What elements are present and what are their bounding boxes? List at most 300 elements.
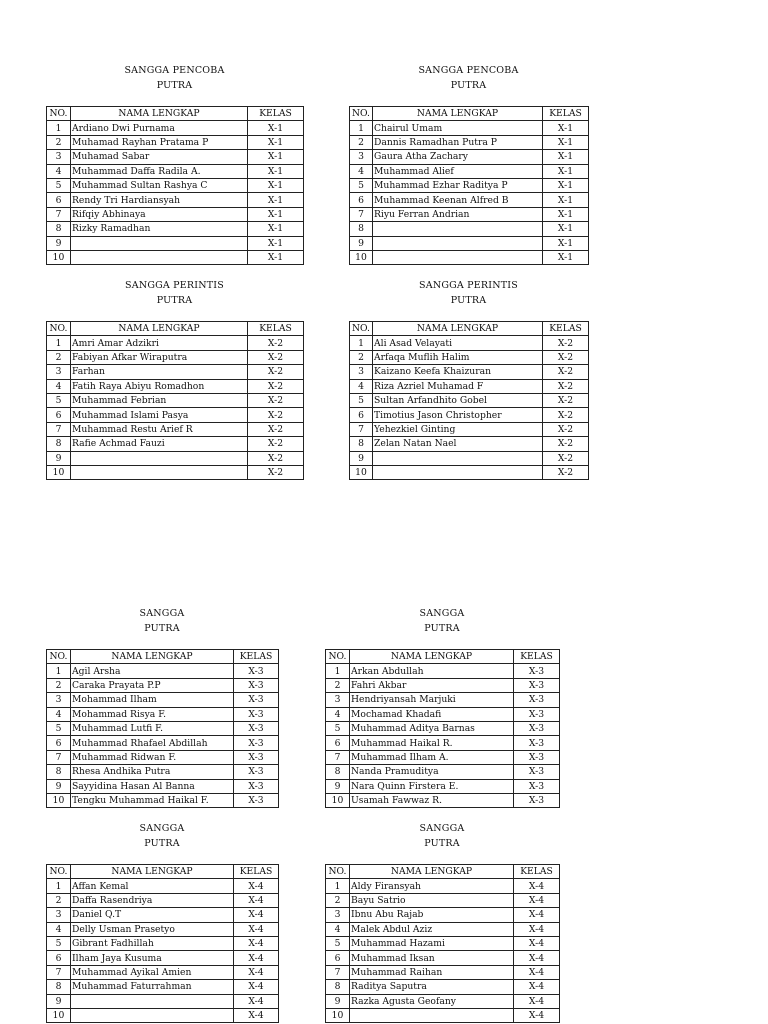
student-name: Tengku Muhammad Haikal F. (71, 793, 234, 807)
table-row (47, 664, 279, 678)
class-code: X-4 (234, 994, 279, 1008)
class-code: X-4 (234, 965, 279, 979)
student-name (71, 250, 248, 264)
row-number: 7 (47, 422, 71, 436)
table-row (326, 879, 560, 893)
column-header-kelas: KELAS (543, 107, 589, 121)
class-code: X-2 (248, 437, 304, 451)
table-row (47, 893, 279, 907)
class-code: X-1 (543, 250, 589, 264)
class-code: X-2 (543, 408, 589, 422)
roster-subtitle: PUTRA (156, 295, 193, 306)
class-code: X-1 (543, 207, 589, 221)
roster-heading (349, 63, 588, 93)
table-header-row (350, 322, 589, 336)
student-name: Amri Amar Adzikri (71, 336, 248, 350)
roster-block-pencoba-right (349, 63, 589, 265)
row-number: 3 (326, 693, 350, 707)
row-number: 4 (47, 379, 71, 393)
class-code: X-1 (248, 236, 304, 250)
row-number: 7 (47, 207, 71, 221)
table-row (47, 408, 304, 422)
student-name: Hendriyansah Marjuki (350, 693, 514, 707)
row-number: 8 (47, 980, 71, 994)
class-code: X-2 (248, 336, 304, 350)
row-number: 6 (47, 951, 71, 965)
student-name: Aldy Firansyah (350, 879, 514, 893)
row-number: 9 (326, 779, 350, 793)
column-header-kelas: KELAS (514, 650, 560, 664)
row-number: 3 (47, 150, 71, 164)
table-row (47, 936, 279, 950)
table-header-row (350, 107, 589, 121)
student-name: Muhammad Hazami (350, 936, 514, 950)
class-code: X-3 (234, 779, 279, 793)
column-header-nama-lengkap: NAMA LENGKAP (71, 322, 248, 336)
student-name: Riyu Ferran Andrian (373, 207, 543, 221)
table-row (47, 736, 279, 750)
class-code: X-4 (514, 879, 560, 893)
student-name (373, 236, 543, 250)
roster-subtitle: PUTRA (424, 838, 460, 849)
class-code: X-4 (514, 908, 560, 922)
class-code: X-1 (248, 193, 304, 207)
student-name: Sultan Arfandhito Gobel (373, 393, 543, 407)
row-number: 8 (350, 222, 373, 236)
student-name: Muhammad Daffa Radila A. (71, 164, 248, 178)
student-name: Gaura Atha Zachary (373, 150, 543, 164)
row-number: 4 (47, 164, 71, 178)
column-header-no: NO. (326, 865, 350, 879)
row-number: 4 (47, 922, 71, 936)
roster-subtitle: PUTRA (450, 80, 487, 91)
student-name: Mohammad Ilham (71, 693, 234, 707)
table-row (47, 164, 304, 178)
column-header-kelas: KELAS (234, 865, 279, 879)
class-code: X-3 (234, 765, 279, 779)
table-row (350, 236, 589, 250)
row-number: 8 (47, 765, 71, 779)
row-number: 2 (47, 893, 71, 907)
class-code: X-2 (248, 379, 304, 393)
table-row (350, 451, 589, 465)
table-row (350, 393, 589, 407)
table-row (47, 693, 279, 707)
roster-heading (46, 606, 278, 636)
class-code: X-3 (234, 721, 279, 735)
student-name: Muhammad Haikal R. (350, 736, 514, 750)
row-number: 3 (47, 693, 71, 707)
table-row (47, 336, 304, 350)
table-row (326, 793, 560, 807)
student-name: Timotius Jason Christopher (373, 408, 543, 422)
student-name: Mochamad Khadafi (350, 707, 514, 721)
table-row (350, 193, 589, 207)
column-header-no: NO. (350, 322, 373, 336)
class-code: X-3 (514, 707, 560, 721)
student-name: Ibnu Abu Rajab (350, 908, 514, 922)
roster-block-perintis-right (349, 278, 589, 480)
table-row (47, 250, 304, 264)
roster-subtitle: PUTRA (450, 295, 487, 306)
column-header-nama-lengkap: NAMA LENGKAP (373, 322, 543, 336)
roster-title: SANGGA PERINTIS (419, 280, 518, 291)
row-number: 4 (350, 379, 373, 393)
column-header-kelas: KELAS (543, 322, 589, 336)
row-number: 10 (326, 793, 350, 807)
table-row (350, 121, 589, 135)
table-row (47, 422, 304, 436)
row-number: 6 (350, 408, 373, 422)
row-number: 5 (47, 721, 71, 735)
row-number: 2 (47, 135, 71, 149)
class-code: X-1 (248, 207, 304, 221)
row-number: 3 (350, 365, 373, 379)
class-code: X-2 (543, 365, 589, 379)
table-row (47, 1008, 279, 1022)
student-name: Fabiyan Afkar Wiraputra (71, 350, 248, 364)
class-code: X-3 (234, 793, 279, 807)
class-code: X-4 (514, 893, 560, 907)
student-name (373, 465, 543, 479)
student-name: Ilham Jaya Kusuma (71, 951, 234, 965)
student-name: Mohammad Risya F. (71, 707, 234, 721)
table-row (350, 250, 589, 264)
student-name (71, 236, 248, 250)
row-number: 1 (47, 664, 71, 678)
row-number: 6 (350, 193, 373, 207)
table-row (326, 936, 560, 950)
class-code: X-1 (248, 135, 304, 149)
student-name: Muhammad Febrian (71, 393, 248, 407)
row-number: 2 (326, 893, 350, 907)
class-code: X-3 (514, 693, 560, 707)
row-number: 7 (350, 207, 373, 221)
roster-block-pencoba-left (46, 63, 304, 265)
table-row (350, 135, 589, 149)
student-name: Muhammad Alief (373, 164, 543, 178)
row-number: 6 (326, 736, 350, 750)
roster-table (46, 106, 304, 265)
student-name: Usamah Fawwaz R. (350, 793, 514, 807)
column-header-no: NO. (47, 865, 71, 879)
class-code: X-4 (234, 908, 279, 922)
table-row (47, 178, 304, 192)
table-row (47, 150, 304, 164)
class-code: X-2 (543, 393, 589, 407)
class-code: X-3 (514, 736, 560, 750)
table-row (326, 736, 560, 750)
row-number: 7 (326, 750, 350, 764)
row-number: 5 (47, 178, 71, 192)
class-code: X-4 (514, 965, 560, 979)
table-row (47, 207, 304, 221)
column-header-kelas: KELAS (514, 865, 560, 879)
row-number: 1 (47, 336, 71, 350)
table-row (326, 721, 560, 735)
student-name: Gibrant Fadhillah (71, 936, 234, 950)
class-code: X-1 (543, 164, 589, 178)
row-number: 5 (350, 393, 373, 407)
row-number: 6 (47, 193, 71, 207)
row-number: 7 (350, 422, 373, 436)
roster-title: SANGGA PERINTIS (125, 280, 224, 291)
table-row (350, 150, 589, 164)
class-code: X-2 (248, 365, 304, 379)
table-row (326, 693, 560, 707)
table-header-row (47, 107, 304, 121)
class-code: X-4 (514, 994, 560, 1008)
row-number: 3 (350, 150, 373, 164)
table-row (47, 365, 304, 379)
class-code: X-1 (543, 193, 589, 207)
table-row (326, 908, 560, 922)
table-row (47, 236, 304, 250)
roster-heading (46, 278, 303, 308)
class-code: X-3 (234, 678, 279, 692)
class-code: X-3 (514, 721, 560, 735)
table-row (47, 707, 279, 721)
student-name: Rizky Ramadhan (71, 222, 248, 236)
class-code: X-2 (543, 350, 589, 364)
roster-table (46, 649, 279, 808)
table-row (326, 965, 560, 979)
roster-heading (325, 821, 559, 851)
table-row (350, 437, 589, 451)
column-header-no: NO. (47, 107, 71, 121)
class-code: X-2 (543, 336, 589, 350)
row-number: 8 (350, 437, 373, 451)
row-number: 2 (350, 350, 373, 364)
column-header-no: NO. (47, 322, 71, 336)
table-row (350, 379, 589, 393)
row-number: 1 (326, 879, 350, 893)
class-code: X-3 (514, 678, 560, 692)
class-code: X-1 (248, 178, 304, 192)
table-row (326, 951, 560, 965)
row-number: 9 (47, 451, 71, 465)
table-row (47, 908, 279, 922)
class-code: X-2 (543, 437, 589, 451)
class-code: X-4 (234, 893, 279, 907)
roster-title: SANGGA (419, 823, 465, 834)
roster-heading (46, 63, 303, 93)
student-name: Daniel Q.T (71, 908, 234, 922)
column-header-kelas: KELAS (248, 322, 304, 336)
row-number: 1 (47, 879, 71, 893)
table-header-row (47, 322, 304, 336)
student-name: Arfaqa Muflih Halim (373, 350, 543, 364)
roster-table (46, 864, 279, 1023)
row-number: 10 (47, 250, 71, 264)
student-name: Muhammad Ridwan F. (71, 750, 234, 764)
row-number: 1 (350, 336, 373, 350)
student-name (71, 1008, 234, 1022)
student-name (350, 1008, 514, 1022)
class-code: X-3 (234, 707, 279, 721)
table-header-row (47, 865, 279, 879)
row-number: 2 (47, 678, 71, 692)
table-row (350, 178, 589, 192)
row-number: 3 (47, 908, 71, 922)
row-number: 2 (350, 135, 373, 149)
class-code: X-1 (543, 121, 589, 135)
class-code: X-4 (234, 980, 279, 994)
roster-table (325, 864, 560, 1023)
table-row (47, 994, 279, 1008)
table-row (350, 408, 589, 422)
class-code: X-4 (514, 936, 560, 950)
column-header-no: NO. (47, 650, 71, 664)
table-header-row (326, 865, 560, 879)
table-row (47, 980, 279, 994)
class-code: X-2 (248, 422, 304, 436)
class-code: X-4 (514, 922, 560, 936)
class-code: X-3 (514, 779, 560, 793)
student-name: Farhan (71, 365, 248, 379)
roster-table (325, 649, 560, 808)
class-code: X-2 (248, 408, 304, 422)
roster-subtitle: PUTRA (144, 623, 180, 634)
row-number: 8 (47, 437, 71, 451)
student-name: Zelan Natan Nael (373, 437, 543, 451)
class-code: X-2 (248, 465, 304, 479)
row-number: 3 (47, 365, 71, 379)
row-number: 4 (47, 707, 71, 721)
student-name: Muhamad Rayhan Pratama P (71, 135, 248, 149)
student-name: Muhammad Lutfi F. (71, 721, 234, 735)
student-name: Raditya Saputra (350, 980, 514, 994)
class-code: X-1 (248, 121, 304, 135)
student-name: Muhammad Ilham A. (350, 750, 514, 764)
row-number: 10 (47, 465, 71, 479)
student-name: Muhammad Faturrahman (71, 980, 234, 994)
table-row (47, 193, 304, 207)
student-name: Ardiano Dwi Purnama (71, 121, 248, 135)
class-code: X-3 (234, 693, 279, 707)
row-number: 6 (326, 951, 350, 965)
student-name: Malek Abdul Aziz (350, 922, 514, 936)
student-name: Rhesa Andhika Putra (71, 765, 234, 779)
class-code: X-3 (234, 736, 279, 750)
table-row (326, 1008, 560, 1022)
table-row (326, 678, 560, 692)
table-row (326, 779, 560, 793)
table-row (47, 350, 304, 364)
row-number: 7 (47, 965, 71, 979)
student-name: Muhammad Restu Arief R (71, 422, 248, 436)
row-number: 4 (350, 164, 373, 178)
student-name: Nara Quinn Firstera E. (350, 779, 514, 793)
student-name: Dannis Ramadhan Putra P (373, 135, 543, 149)
student-name: Daffa Rasendriya (71, 893, 234, 907)
student-name: Delly Usman Prasetyo (71, 922, 234, 936)
class-code: X-4 (234, 922, 279, 936)
table-row (350, 164, 589, 178)
student-name: Muhammad Keenan Alfred B (373, 193, 543, 207)
row-number: 8 (326, 765, 350, 779)
student-name (71, 994, 234, 1008)
class-code: X-1 (248, 250, 304, 264)
student-name: Muhammad Ezhar Raditya P (373, 178, 543, 192)
student-name: Muhammad Aditya Barnas (350, 721, 514, 735)
row-number: 1 (350, 121, 373, 135)
roster-title: SANGGA (139, 608, 185, 619)
student-name: Kaizano Keefa Khaizuran (373, 365, 543, 379)
row-number: 4 (326, 922, 350, 936)
table-row (326, 994, 560, 1008)
class-code: X-1 (543, 150, 589, 164)
table-row (350, 336, 589, 350)
roster-heading (46, 821, 278, 851)
table-row (350, 222, 589, 236)
table-row (350, 207, 589, 221)
table-row (326, 707, 560, 721)
row-number: 9 (47, 994, 71, 1008)
student-name: Muhammad Sultan Rashya C (71, 178, 248, 192)
table-row (47, 121, 304, 135)
student-name: Muhamad Sabar (71, 150, 248, 164)
row-number: 5 (47, 393, 71, 407)
student-name: Sayyidina Hasan Al Banna (71, 779, 234, 793)
table-row (326, 765, 560, 779)
class-code: X-2 (543, 465, 589, 479)
table-row (350, 365, 589, 379)
row-number: 8 (326, 980, 350, 994)
student-name: Nanda Pramuditya (350, 765, 514, 779)
row-number: 5 (47, 936, 71, 950)
table-row (47, 765, 279, 779)
row-number: 10 (350, 465, 373, 479)
roster-table (349, 321, 589, 480)
table-row (47, 951, 279, 965)
student-name: Muhammad Islami Pasya (71, 408, 248, 422)
row-number: 8 (47, 222, 71, 236)
table-row (47, 135, 304, 149)
table-row (350, 350, 589, 364)
roster-heading (349, 278, 588, 308)
table-row (47, 721, 279, 735)
column-header-no: NO. (326, 650, 350, 664)
student-name: Bayu Satrio (350, 893, 514, 907)
roster-title: SANGGA (419, 608, 465, 619)
table-row (326, 893, 560, 907)
table-row (47, 750, 279, 764)
class-code: X-2 (248, 451, 304, 465)
class-code: X-3 (514, 765, 560, 779)
class-code: X-1 (248, 150, 304, 164)
roster-heading (325, 606, 559, 636)
column-header-nama-lengkap: NAMA LENGKAP (71, 865, 234, 879)
student-name: Muhammad Ayikal Amien (71, 965, 234, 979)
student-name: Fatih Raya Abiyu Romadhon (71, 379, 248, 393)
class-code: X-3 (514, 793, 560, 807)
student-name: Caraka Prayata P.P (71, 678, 234, 692)
student-name: Fahri Akbar (350, 678, 514, 692)
column-header-nama-lengkap: NAMA LENGKAP (350, 650, 514, 664)
class-code: X-4 (234, 951, 279, 965)
class-code: X-1 (248, 222, 304, 236)
table-row (47, 779, 279, 793)
row-number: 10 (350, 250, 373, 264)
table-row (326, 922, 560, 936)
class-code: X-4 (234, 1008, 279, 1022)
table-row (47, 393, 304, 407)
column-header-nama-lengkap: NAMA LENGKAP (350, 865, 514, 879)
roster-subtitle: PUTRA (156, 80, 193, 91)
row-number: 9 (47, 236, 71, 250)
student-name: Chairul Umam (373, 121, 543, 135)
